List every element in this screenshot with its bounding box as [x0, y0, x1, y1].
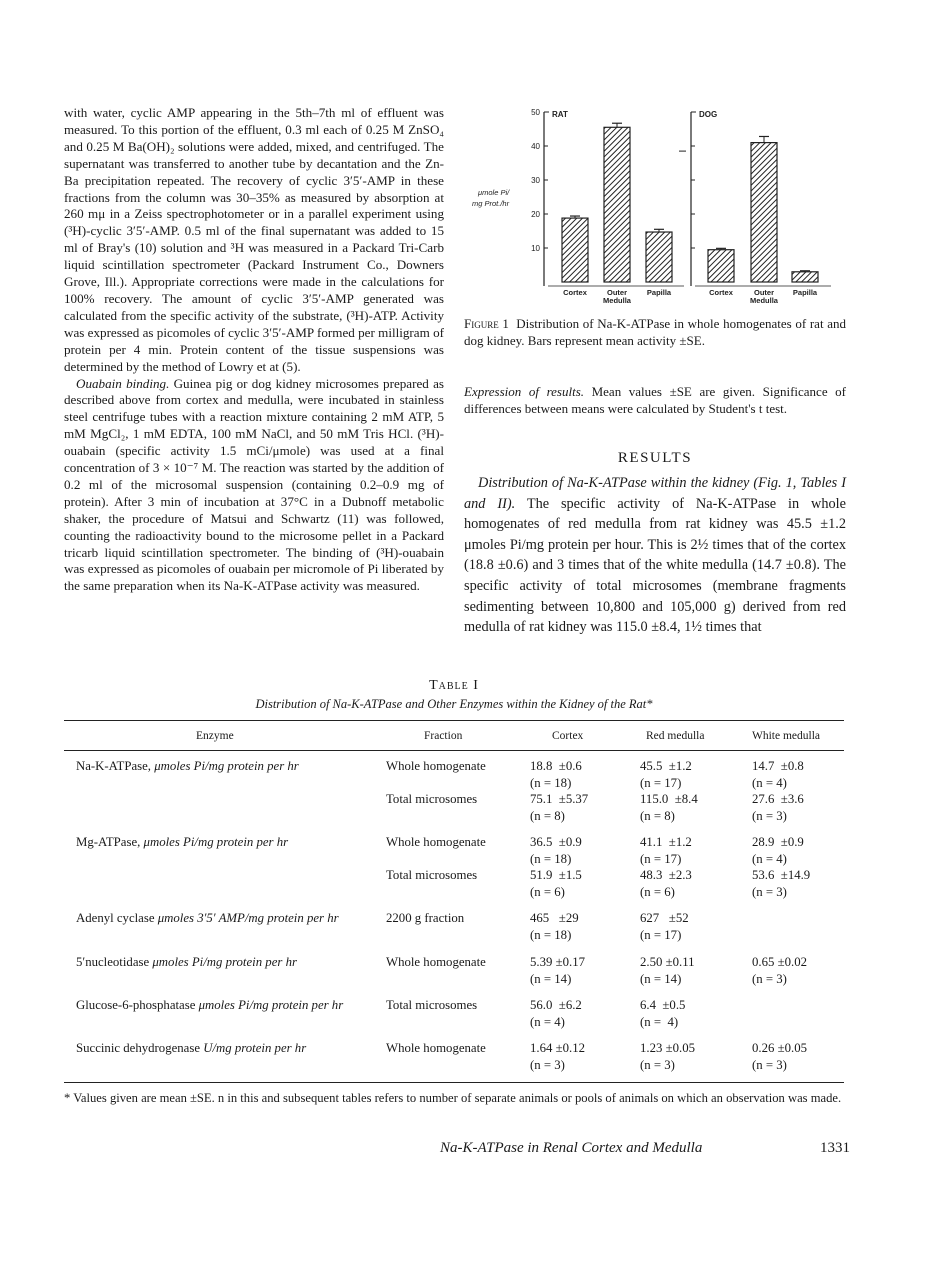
y-tick-label: 20 [531, 210, 540, 219]
enzyme-name: Glucose-6-phosphatase [76, 998, 196, 1012]
enzyme-cell [76, 954, 366, 971]
cortex-cell: 18.8 ±0.6 (n = 18) [530, 759, 582, 790]
enzyme-cell [76, 997, 366, 1014]
enzyme-name: Adenyl cyclase [76, 911, 155, 925]
enzyme-unit: μmoles Pi/mg protein per hr [143, 835, 289, 849]
cortex-cell: 465 ±29 (n = 18) [530, 911, 579, 942]
y-tick-label: 30 [531, 176, 540, 185]
header-enzyme: Enzyme [196, 730, 234, 742]
fraction-cell: Whole homogenate [386, 955, 486, 969]
ouabain-heading: Ouabain binding. [76, 375, 170, 391]
red-medulla-cell: 41.1 ±1.2 (n = 17) [640, 835, 692, 866]
enzyme-unit: μmoles Pi/mg protein per hr [152, 955, 297, 969]
bar [562, 218, 588, 282]
table-bottom-rule [64, 1082, 844, 1083]
bar [708, 250, 734, 282]
category-label: Medulla [750, 296, 778, 305]
table-subtitle: Distribution of Na-K-ATPase and Other Enzymes within the Kidney of the Rat* [255, 697, 653, 711]
expression-heading: Expression of results. [464, 384, 585, 399]
enzyme-name: 5′nucleotidase [76, 955, 150, 969]
fraction-cell: Whole homogenate [386, 759, 486, 773]
fraction-cell: Total microsomes [386, 998, 478, 1012]
enzyme-unit: μmoles 3′5′ AMP/mg protein per hr [157, 911, 339, 925]
enzyme-cell [76, 910, 366, 927]
y-axis-label: μmole Pi/ [478, 188, 510, 197]
figure-caption-text: Distribution of Na-K-ATPase in whole homogenates of rat and dog kidney. Bars represent mean activity ±SE. [464, 316, 846, 348]
category-label: Papilla [646, 288, 672, 297]
enzyme-cell [76, 834, 366, 851]
results-subheading: Distribution of Na-K-ATPase within the kidney (Fig. 1, Tables I and II). [464, 475, 846, 512]
figure-1-chart [464, 104, 844, 310]
bar [792, 272, 818, 282]
white-medulla-cell: 27.6 ±3.6 (n = 3) [752, 792, 804, 823]
red-medulla-cell: 6.4 ±0.5 (n = 4) [640, 998, 686, 1029]
category-label: Cortex [563, 288, 587, 297]
fraction-cell: Total microsomes [386, 868, 478, 882]
figure-caption [464, 316, 846, 349]
y-axis-label: mg Prot./hr [472, 199, 510, 208]
fraction-cell: Whole homogenate [386, 1041, 486, 1055]
white-medulla-cell: 53.6 ±14.9 (n = 3) [752, 868, 811, 899]
left-column [64, 105, 444, 595]
category-label: Cortex [709, 288, 733, 297]
red-medulla-cell: 48.3 ±2.3 (n = 6) [640, 868, 692, 899]
enzyme-cell [76, 1040, 366, 1057]
red-medulla-cell: 1.23 ±0.05 (n = 3) [640, 1041, 696, 1072]
header-cortex: Cortex [552, 730, 584, 742]
table-footnote: * Values given are mean ±SE. n in this and subsequent tables refers to number of separate animals or pools of animals on which an observation was made. [64, 1091, 842, 1105]
expression-text: Mean values ±SE are given. Significance of differences between means were calculated by Student's t test. [464, 384, 847, 416]
header-fraction: Fraction [424, 730, 463, 742]
enzyme-name: Na-K-ATPase, [76, 759, 151, 773]
white-medulla-cell: 0.26 ±0.05 (n = 3) [752, 1041, 808, 1072]
y-tick-label: 50 [531, 108, 540, 117]
results-heading: RESULTS [617, 450, 693, 466]
table-top-rule [64, 720, 844, 721]
bar [646, 232, 672, 282]
panel-name: RAT [552, 110, 568, 119]
paragraph-ouabain-binding [64, 376, 444, 596]
figure-label: Figure 1 [464, 316, 509, 331]
y-tick-label: 40 [531, 142, 540, 151]
enzyme-name: Succinic dehydrogenase [76, 1041, 201, 1055]
running-title: Na-K-ATPase in Renal Cortex and Medulla [440, 1140, 703, 1156]
header-white-medulla: White medulla [752, 730, 821, 742]
results-body [464, 473, 846, 638]
bar [604, 127, 630, 282]
table-header-rule [64, 750, 844, 751]
cortex-cell: 36.5 ±0.9 (n = 18) [530, 835, 582, 866]
y-tick-label: 10 [531, 244, 540, 253]
panel-name: DOG [699, 110, 718, 119]
fraction-cell: Total microsomes [386, 792, 478, 806]
category-label: Outer [753, 288, 775, 297]
header-red-medulla: Red medulla [646, 730, 705, 742]
enzyme-unit: μmoles Pi/mg protein per hr [154, 759, 299, 773]
paragraph-method-cyclic-amp: with water, cyclic AMP appearing in the 5th–7th ml of effluent was measured. To this portion of the effluent, 0.3 ml each of 0.25 M ZnSO₄ and 0.25 M Ba(OH)₂ solutions were added, mixed, and centrifuged. The supernatant was transferred to another tube by decantation and the Zn-Ba precipitation repeated. The recovery of cyclic 3′5′-AMP in these fractions from the column was 30–35% as measured by absorption at 260 mμ in a Zeiss spectrophotometer or in a parallel experiment using (³H)-cyclic 3′5′-AMP. 0.5 ml of the final supernatant was added to 15 ml of Bray's (10) solution and ³H was measured in a Packard Tri-Carb liquid scintillation spectrometer (Packard Instrument Co., Downers Grove, Ill.). Appropriate corrections were made in the calculations for 100% recovery. The amount of cyclic 3′5′-AMP generated was calculated from the specific activity of the substrate, (³H)-ATP. Activity was expressed as picomoles of cyclic 3′5′-AMP formed per milligram of protein per 4 min. Protein content of the tissue suspensions was determined by the method of Lowry et at (5). [64, 105, 444, 374]
table-title: Table I [429, 678, 479, 693]
white-medulla-cell: 0.65 ±0.02 (n = 3) [752, 955, 808, 986]
white-medulla-cell: 14.7 ±0.8 (n = 4) [752, 759, 804, 790]
category-label: Medulla [603, 296, 631, 305]
page-footer [440, 1140, 850, 1157]
red-medulla-cell: 45.5 ±1.2 (n = 17) [640, 759, 692, 790]
ouabain-text: Guinea pig or dog kidney microsomes prepared as described above from cortex and medulla, were incubated in stainless steel centrifuge tubes with a reaction mixture containing 2 mM ATP, 5 mM MgCl₂, 1 mM EDTA, 100 mM NaCl, and 50 mM Tris HCl. (³H)-ouabain (specific activity 1.5 mCi/μmole) was used at a final concentration of 3 × 10⁻⁷ M. The reaction was started by the addition of 0.2 ml of the microsomal suspension (containing 0.2–0.9 mg of protein). After 3 min of incubation at 37°C in a Dubnoff metabolic shaker, the procedure of Matsui and Schwartz (11) was followed, counting the radioactivity bound to the microsome pellet in a Packard tricarb liquid scintillation spectrometer. The binding of (³H)-ouabain was expressed as picomoles of ouabain per micromole of Pi liberated by the same preparation when its Na-K-ATPase activity was measured. [64, 375, 444, 594]
cortex-cell: 75.1 ±5.37 (n = 8) [530, 792, 589, 823]
fraction-cell: Whole homogenate [386, 835, 486, 849]
enzyme-unit: U/mg protein per hr [203, 1041, 307, 1055]
enzyme-name: Mg-ATPase, [76, 835, 141, 849]
cortex-cell: 1.64 ±0.12 (n = 3) [530, 1041, 586, 1072]
cortex-cell: 56.0 ±6.2 (n = 4) [530, 998, 582, 1029]
category-label: Papilla [792, 288, 818, 297]
page-number: 1331 [820, 1140, 850, 1156]
white-medulla-cell: 28.9 ±0.9 (n = 4) [752, 835, 804, 866]
red-medulla-cell: 2.50 ±0.11 (n = 14) [640, 955, 695, 986]
cortex-cell: 5.39 ±0.17 (n = 14) [530, 955, 586, 986]
enzyme-unit: μmoles Pi/mg protein per hr [198, 998, 344, 1012]
red-medulla-cell: 115.0 ±8.4 (n = 8) [640, 792, 698, 823]
results-text: The specific activity of Na-K-ATPase in whole homogenates of red medulla from rat kidney was 45.5 ±1.2 μmoles Pi/mg protein per hour. This is 2½ times that of the cortex (18.8 ±0.6) and 3 times that of the white medulla (14.7 ±0.8). The specific activity of total microsomes (membrane fragments sedimenting between 10,800 and 105,000 g) derived from red medulla of rat kidney was 115.0 ±8.4, 1½ times that [464, 495, 846, 636]
enzyme-cell [76, 758, 366, 775]
fraction-cell: 2200 g fraction [386, 911, 465, 925]
category-label: Outer [606, 288, 628, 297]
red-medulla-cell: 627 ±52 (n = 17) [640, 911, 689, 942]
expression-of-results [464, 384, 846, 417]
bar [751, 143, 777, 282]
cortex-cell: 51.9 ±1.5 (n = 6) [530, 868, 582, 899]
